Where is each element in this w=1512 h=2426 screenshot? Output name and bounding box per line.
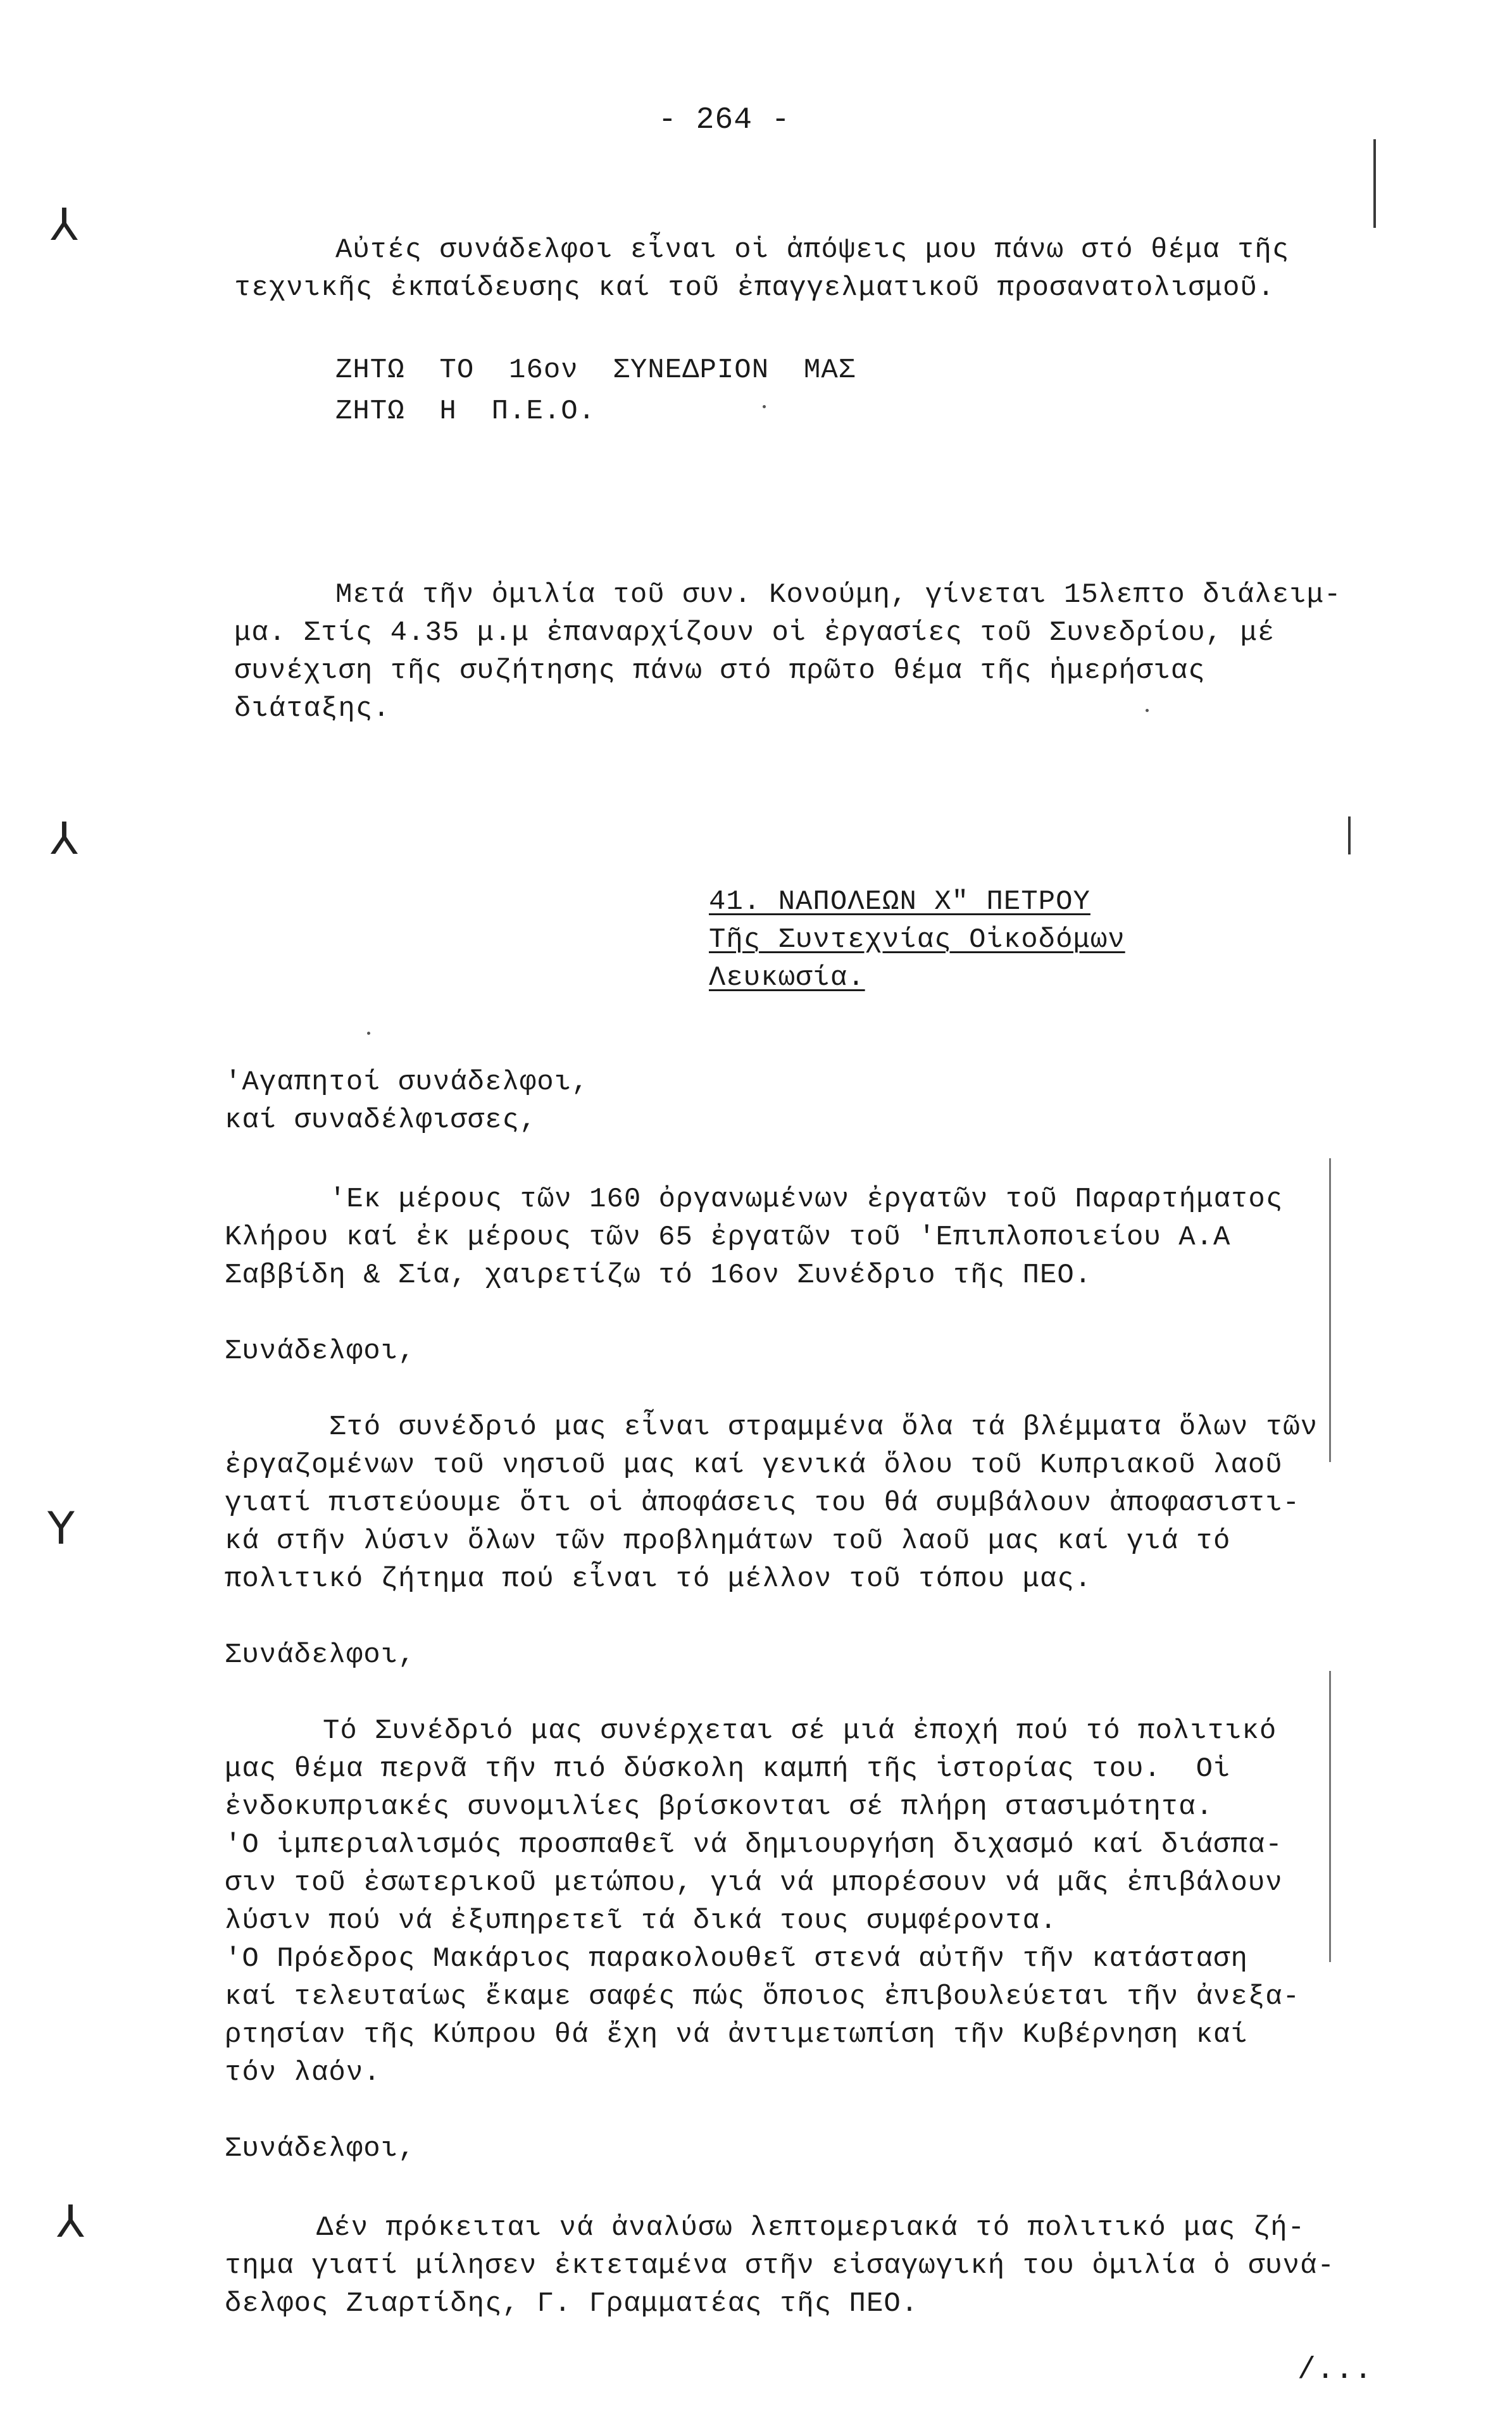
margin-tick-mark: ⅄	[51, 813, 78, 865]
paragraph-line: Σαββίδη & Σία, χαιρετίζω τό 16ον Συνέδριο τῆς ΠΕΟ.	[225, 1260, 1092, 1291]
paragraph-line: 'Ο ἰμπεριαλισμός προσπαθεῖ νά δημιουργήση διχασμό καί διάσπα-	[225, 1829, 1283, 1861]
paragraph-line: Τό Συνέδριό μας συνέρχεται σέ μιά ἐποχή πού τό πολιτικό	[323, 1715, 1277, 1747]
break-note-line: Μετά τῆν ὀμιλία τοῦ συν. Κονούμη, γίνεται 15λεπτο διάλειμ-	[335, 579, 1342, 611]
margin-tick-mark: ⅄	[57, 2196, 84, 2248]
margin-tick-mark: Y	[47, 1503, 75, 1554]
address-line: Συνάδελφοι,	[225, 1639, 416, 1671]
paragraph-line: 'Ο Πρόεδρος Μακάριος παρακολουθεῖ στενά αὐτῆν τῆν κατάσταση	[225, 1943, 1248, 1975]
continuation-mark: /...	[1297, 2353, 1373, 2387]
paragraph-line: μας θέμα περνᾶ τῆν πιό δύσκολη καμπή τῆς ἱστορίας του. Οἱ	[225, 1753, 1231, 1785]
speaker-union: Τῆς Συντεχνίας Οἰκοδόμων	[709, 924, 1125, 956]
paragraph-line: κά στῆν λύσιν ὅλων τῶν προβλημάτων τοῦ λαοῦ μας καί γιά τό	[225, 1525, 1231, 1557]
intro-line: τεχνικῆς ἐκπαίδευσης καί τοῦ ἐπαγγελματικοῦ προσανατολισμοῦ.	[234, 272, 1275, 304]
address-line: Συνάδελφοι,	[225, 2133, 416, 2165]
paragraph-line: Κλήρου καί ἐκ μέρους τῶν 65 ἐργατῶν τοῦ 'Επιπλοποιείου Α.Α	[225, 1222, 1231, 1253]
paragraph-line: ἐνδοκυπριακές συνομιλίες βρίσκονται σέ πλήρη στασιμότητα.	[225, 1791, 1214, 1823]
speaker-city: Λευκωσία.	[709, 962, 865, 994]
paragraph-line: γιατί πιστεύουμε ὅτι οἱ ἀποφάσεις του θά συμβάλουν ἀποφασιστι-	[225, 1487, 1301, 1519]
paragraph-line: πολιτικό ζήτημα πού εἶναι τό μέλλον τοῦ τόπου μας.	[225, 1563, 1092, 1595]
slogan-line: ΖΗΤΩ Η Π.Ε.Ο.	[335, 396, 596, 427]
paragraph-line: Στό συνέδριό μας εἶναι στραμμένα ὅλα τά βλέμματα ὅλων τῶν	[329, 1411, 1318, 1443]
break-note-line: διάταξης.	[234, 693, 390, 725]
scan-edge-mark	[1329, 1158, 1331, 1462]
break-note-line: μα. Στίς 4.35 μ.μ ἐπαναρχίζουν οἱ ἐργασίες τοῦ Συνεδρίου, μέ	[234, 617, 1275, 649]
scan-speck	[367, 1032, 370, 1035]
scan-speck	[763, 405, 766, 408]
paragraph-line: τόν λαόν.	[225, 2057, 381, 2089]
paragraph-line: καί τελευταίως ἔκαμε σαφές πώς ὅποιος ἐπιβουλεύεται τῆν ἀνεξα-	[225, 1981, 1301, 2013]
scan-edge-mark	[1329, 1671, 1331, 1962]
paragraph-line: 'Εκ μέρους τῶν 160 ὀργανωμένων ἐργατῶν τοῦ Παραρτήματος	[329, 1184, 1284, 1215]
paragraph-line: ἐργαζομένων τοῦ νησιοῦ μας καί γενικά ὅλου τοῦ Κυπριακοῦ λαοῦ	[225, 1449, 1283, 1481]
speaker-name: 41. ΝΑΠΟΛΕΩΝ Χ" ΠΕΤΡΟΥ	[709, 886, 1090, 918]
paragraph-line: δελφος Ζιαρτίδης, Γ. Γραμματέας τῆς ΠΕΟ.	[225, 2288, 919, 2320]
break-note-line: συνέχιση τῆς συζήτησης πάνω στό πρῶτο θέμα τῆς ἡμερήσιας	[234, 655, 1206, 687]
scan-edge-mark	[1373, 139, 1376, 228]
intro-line: Αὐτές συνάδελφοι εἶναι οἱ ἀπόψεις μου πάνω στό θέμα τῆς	[335, 234, 1290, 266]
slogan-line: ΖΗΤΩ ΤΟ 16ον ΣΥΝΕΔΡΙΟΝ ΜΑΣ	[335, 354, 856, 386]
scan-speck	[1146, 709, 1149, 712]
paragraph-line: τημα γιατί μίλησεν ἐκτεταμένα στῆν εἰσαγωγική του ὁμιλία ὁ συνά-	[225, 2250, 1335, 2282]
paragraph-line: λύσιν πού νά ἐξυπηρετεῖ τά δικά τους συμφέροντα.	[225, 1905, 1058, 1937]
page-number: - 264 -	[658, 103, 790, 137]
paragraph-line: Δέν πρόκειται νά ἀναλύσω λεπτομεριακά τό πολιτικό μας ζή-	[316, 2212, 1306, 2244]
salutation-line: καί συναδέλφισσες,	[225, 1104, 537, 1136]
paragraph-line: σιν τοῦ ἐσωτερικοῦ μετώπου, γιά νά μπορέσουν νά μᾶς ἐπιβάλουν	[225, 1867, 1283, 1899]
margin-tick-mark: ⅄	[51, 199, 78, 251]
paragraph-line: ρτησίαν τῆς Κύπρου θά ἔχη νά ἀντιμετωπίση τῆν Κυβέρνηση καί	[225, 2019, 1248, 2051]
address-line: Συνάδελφοι,	[225, 1335, 416, 1367]
salutation-line: 'Αγαπητοί συνάδελφοι,	[225, 1066, 589, 1098]
scan-edge-mark	[1348, 816, 1351, 854]
